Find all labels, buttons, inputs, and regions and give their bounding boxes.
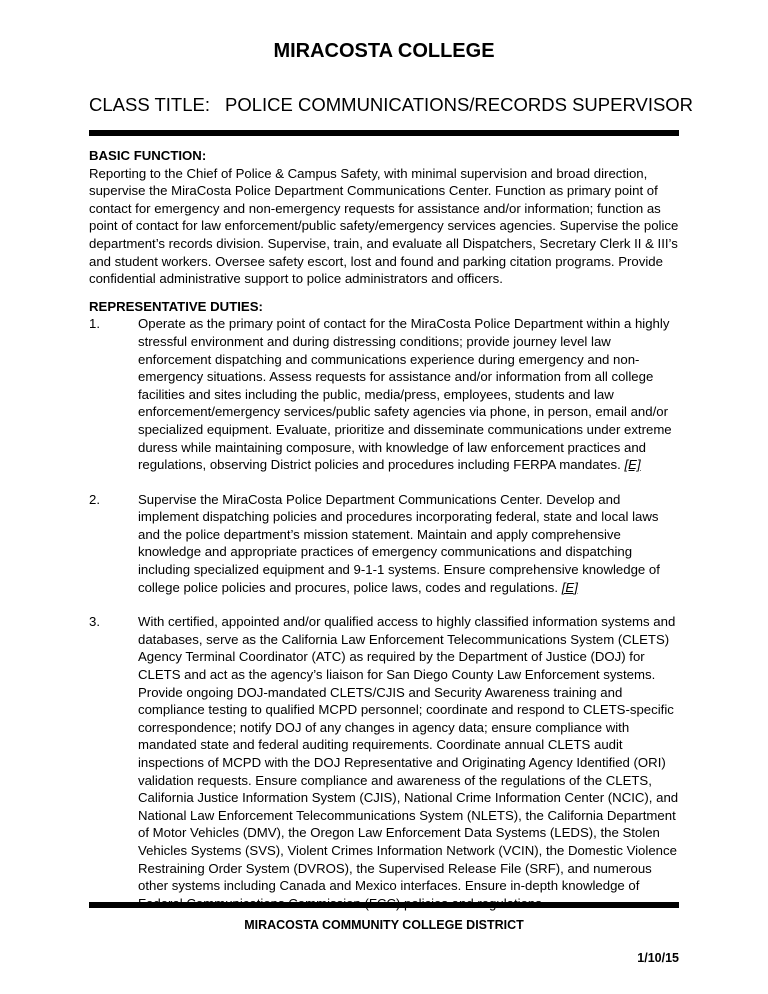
duty-item	[89, 491, 681, 597]
duty-item	[89, 315, 681, 473]
footer-divider	[89, 902, 679, 908]
duty-item	[89, 613, 681, 912]
document-title: MIRACOSTA COLLEGE	[273, 40, 495, 62]
document-body	[89, 147, 681, 929]
essential-mark: [E]	[561, 579, 578, 595]
duty-text: With certified, appointed and/or qualified access to highly classified information systems and databases, serve as the California Law Enforcement Telecommunications System (CLETS) Agency Terminal Coordinator (ATC) as required by the Department of Justice (DOJ) for CLETS and act as the agency’s liaison for San Diego County Law Enforcement systems. Provide ongoing DOJ-mandated CLETS/CJIS and Security Awareness training and compliance testing to qualified MCPD personnel; coordinate and respond to CLETS-specific correspondence; notify DOJ of any changes in agency data; ensure compliance with mandated state and federal auditing requirements. Coordinate annual CLETS audit inspections of MCPD with the DOJ Representative and Originating Agency Identified (ORI) validation requests. Ensure compliance and awareness of the regulations of the CLETS, California Justice Information System (CJIS), National Crime Information Center (NCIC), and National Law Enforcement Telecommunications System (NLETS), the California Department of Motor Vehicles (DMV), the Oregon Law Enforcement Data Systems (LEDS), the Stolen Vehicles Systems (SVS), Violent Crimes Information Network (VCIN), the Domestic Violence Restraining Order System (DVROS), the Supervised Release File (SRF), and numerous other systems including Canada and Mexico interfaces. Ensure in-depth knowledge of	[138, 614, 679, 894]
representative-duties-heading: REPRESENTATIVE DUTIES:	[89, 298, 263, 314]
duty-text: Supervise the MiraCosta Police Department Communications Center. Develop and implement dispatching policies and procedures incorporating federal, state and local laws and the police department’s mission statement. Maintain and apply comprehensive knowledge and appropriate practices of emergency communications and dispatching including specialized equipment and 9-1-1 systems. Ensure comprehensive knowledge of college police policies and procures, police laws, codes and regulations.	[138, 491, 660, 595]
district-footer: MIRACOSTA COMMUNITY COLLEGE DISTRICT	[244, 918, 524, 932]
basic-function-text: Reporting to the Chief of Police & Campus Safety, with minimal supervision and broad direction, supervise the MiraCosta Police Department Communications Center. Function as primary point of contact for emergency and non-emergency requests for assistance and/or information; function as point of contact for law enforcement/public safety/emergency services agencies. Supervise the police department’s records division. Supervise, train, and evaluate all Dispatchers, Secretary Clerk II & III’s and student workers. Oversee safety escort, lost and found and parking citation programs. Provide confidential administrative support to police administrators and officers.	[89, 165, 679, 287]
header-divider	[89, 130, 679, 136]
class-title-row	[89, 94, 694, 116]
class-title-label: CLASS TITLE:	[89, 94, 210, 115]
essential-mark: [E]	[624, 457, 641, 473]
duty-number: 1.	[89, 316, 100, 332]
revision-date: 1/10/15	[637, 951, 679, 965]
basic-function-heading: BASIC FUNCTION:	[89, 148, 207, 163]
duty-number: 3.	[89, 614, 100, 630]
duty-text: Operate as the primary point of contact for the MiraCosta Police Department within a highly stressful environment and during distressing conditions; provide journey level law enforcement dispatching and communications experience during emergency and non-emergency situations. Assess requests for assistance and/or information from all college facilities and sites including the public, media/press, employees, students and law enforcement/emergency services/public safety agencies via phone, in person, email and/or specialized equipment. Evaluate, prioritize and disseminate communications under extreme duress while maintaining composure, with knowledge of law enforcement practices and regulations, observing District policies and procedures including FERPA mandates.	[138, 316, 672, 473]
class-title-value: POLICE COMMUNICATIONS/RECORDS SUPERVISOR	[225, 94, 694, 115]
duty-number: 2.	[89, 491, 100, 507]
